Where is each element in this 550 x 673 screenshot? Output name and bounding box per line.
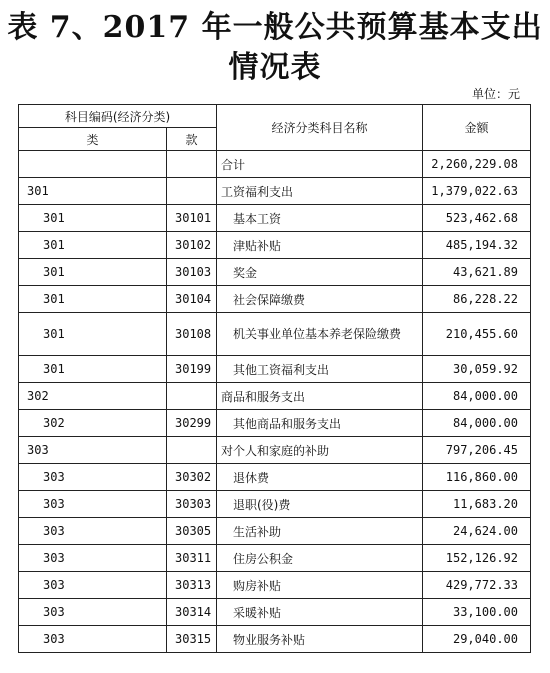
row-lei-cell (19, 151, 167, 178)
row-kuan-cell (167, 151, 217, 178)
table-row (19, 313, 531, 356)
table-row (19, 626, 531, 653)
row-lei-cell: 302 (19, 410, 167, 437)
row-lei-cell: 301 (19, 313, 167, 356)
table-row (19, 383, 531, 410)
unit-label: 单位：元 (471, 87, 520, 101)
code-group-header: 科目编码(经济分类) (19, 105, 217, 128)
row-kuan-cell (167, 178, 217, 205)
row-lei-cell: 303 (19, 491, 167, 518)
row-amount-cell: 210,455.60 (423, 313, 531, 356)
row-kuan-cell: 30299 (167, 410, 217, 437)
lei-header: 类 (19, 128, 167, 151)
table-row (19, 518, 531, 545)
expenditure-table (18, 104, 531, 653)
row-lei-cell: 303 (19, 626, 167, 653)
row-amount-cell: 84,000.00 (423, 410, 531, 437)
row-name-cell: 购房补贴 (217, 572, 423, 599)
row-kuan-cell: 30303 (167, 491, 217, 518)
row-name-cell: 商品和服务支出 (217, 383, 423, 410)
row-lei-cell: 301 (19, 286, 167, 313)
name-header: 经济分类科目名称 (217, 105, 423, 151)
row-amount-cell: 43,621.89 (423, 259, 531, 286)
row-amount-cell: 116,860.00 (423, 464, 531, 491)
row-kuan-cell: 30103 (167, 259, 217, 286)
row-lei-cell: 303 (19, 545, 167, 572)
row-name-cell: 住房公积金 (217, 545, 423, 572)
row-lei-cell: 303 (19, 599, 167, 626)
row-amount-cell: 429,772.33 (423, 572, 531, 599)
row-kuan-cell: 30199 (167, 356, 217, 383)
row-amount-cell: 30,059.92 (423, 356, 531, 383)
row-name-cell: 其他商品和服务支出 (217, 410, 423, 437)
row-kuan-cell: 30313 (167, 572, 217, 599)
row-amount-cell: 11,683.20 (423, 491, 531, 518)
row-name-cell: 奖金 (217, 259, 423, 286)
header-row (19, 105, 531, 128)
row-kuan-cell: 30302 (167, 464, 217, 491)
row-lei-cell: 303 (19, 518, 167, 545)
row-name-cell: 退职(役)费 (217, 491, 423, 518)
table-row (19, 464, 531, 491)
row-amount-cell: 84,000.00 (423, 383, 531, 410)
row-kuan-cell (167, 383, 217, 410)
table-row (19, 572, 531, 599)
row-name-cell: 工资福利支出 (217, 178, 423, 205)
row-name-cell: 津贴补贴 (217, 232, 423, 259)
table-row (19, 286, 531, 313)
row-lei-cell: 303 (19, 437, 167, 464)
document-title: 表 7、2017 年一般公共预算基本支出 (7, 10, 543, 45)
table-row (19, 151, 531, 178)
row-amount-cell: 2,260,229.08 (423, 151, 531, 178)
row-name-cell: 采暖补贴 (217, 599, 423, 626)
row-kuan-cell: 30311 (167, 545, 217, 572)
row-lei-cell: 301 (19, 205, 167, 232)
row-name-cell: 物业服务补贴 (217, 626, 423, 653)
row-name-cell: 社会保障缴费 (217, 286, 423, 313)
document-title-line2: 情况表 (228, 50, 322, 85)
amount-header: 金额 (423, 105, 531, 151)
row-kuan-cell: 30314 (167, 599, 217, 626)
table-row (19, 232, 531, 259)
table-row (19, 599, 531, 626)
row-amount-cell: 86,228.22 (423, 286, 531, 313)
row-name-cell: 基本工资 (217, 205, 423, 232)
table-row (19, 205, 531, 232)
row-name-cell: 对个人和家庭的补助 (217, 437, 423, 464)
row-kuan-cell: 30101 (167, 205, 217, 232)
row-lei-cell: 303 (19, 464, 167, 491)
table-row (19, 410, 531, 437)
row-kuan-cell (167, 437, 217, 464)
row-amount-cell: 29,040.00 (423, 626, 531, 653)
row-name-cell: 合计 (217, 151, 423, 178)
row-kuan-cell: 30315 (167, 626, 217, 653)
row-amount-cell: 523,462.68 (423, 205, 531, 232)
row-lei-cell: 301 (19, 259, 167, 286)
table-row (19, 356, 531, 383)
table-row (19, 259, 531, 286)
table-row (19, 437, 531, 464)
table-row (19, 491, 531, 518)
row-kuan-cell: 30102 (167, 232, 217, 259)
row-amount-cell: 152,126.92 (423, 545, 531, 572)
row-lei-cell: 301 (19, 356, 167, 383)
row-kuan-cell: 30305 (167, 518, 217, 545)
table-row (19, 545, 531, 572)
row-amount-cell: 485,194.32 (423, 232, 531, 259)
row-amount-cell: 24,624.00 (423, 518, 531, 545)
row-lei-cell: 301 (19, 232, 167, 259)
row-name-cell: 生活补助 (217, 518, 423, 545)
row-lei-cell: 302 (19, 383, 167, 410)
row-amount-cell: 797,206.45 (423, 437, 531, 464)
row-amount-cell: 1,379,022.63 (423, 178, 531, 205)
row-kuan-cell: 30108 (167, 313, 217, 356)
row-amount-cell: 33,100.00 (423, 599, 531, 626)
row-name-cell: 其他工资福利支出 (217, 356, 423, 383)
row-name-cell: 机关事业单位基本养老保险缴费 (217, 313, 423, 356)
table-row (19, 178, 531, 205)
row-lei-cell: 301 (19, 178, 167, 205)
row-kuan-cell: 30104 (167, 286, 217, 313)
row-lei-cell: 303 (19, 572, 167, 599)
row-name-cell: 退休费 (217, 464, 423, 491)
kuan-header: 款 (167, 128, 217, 151)
